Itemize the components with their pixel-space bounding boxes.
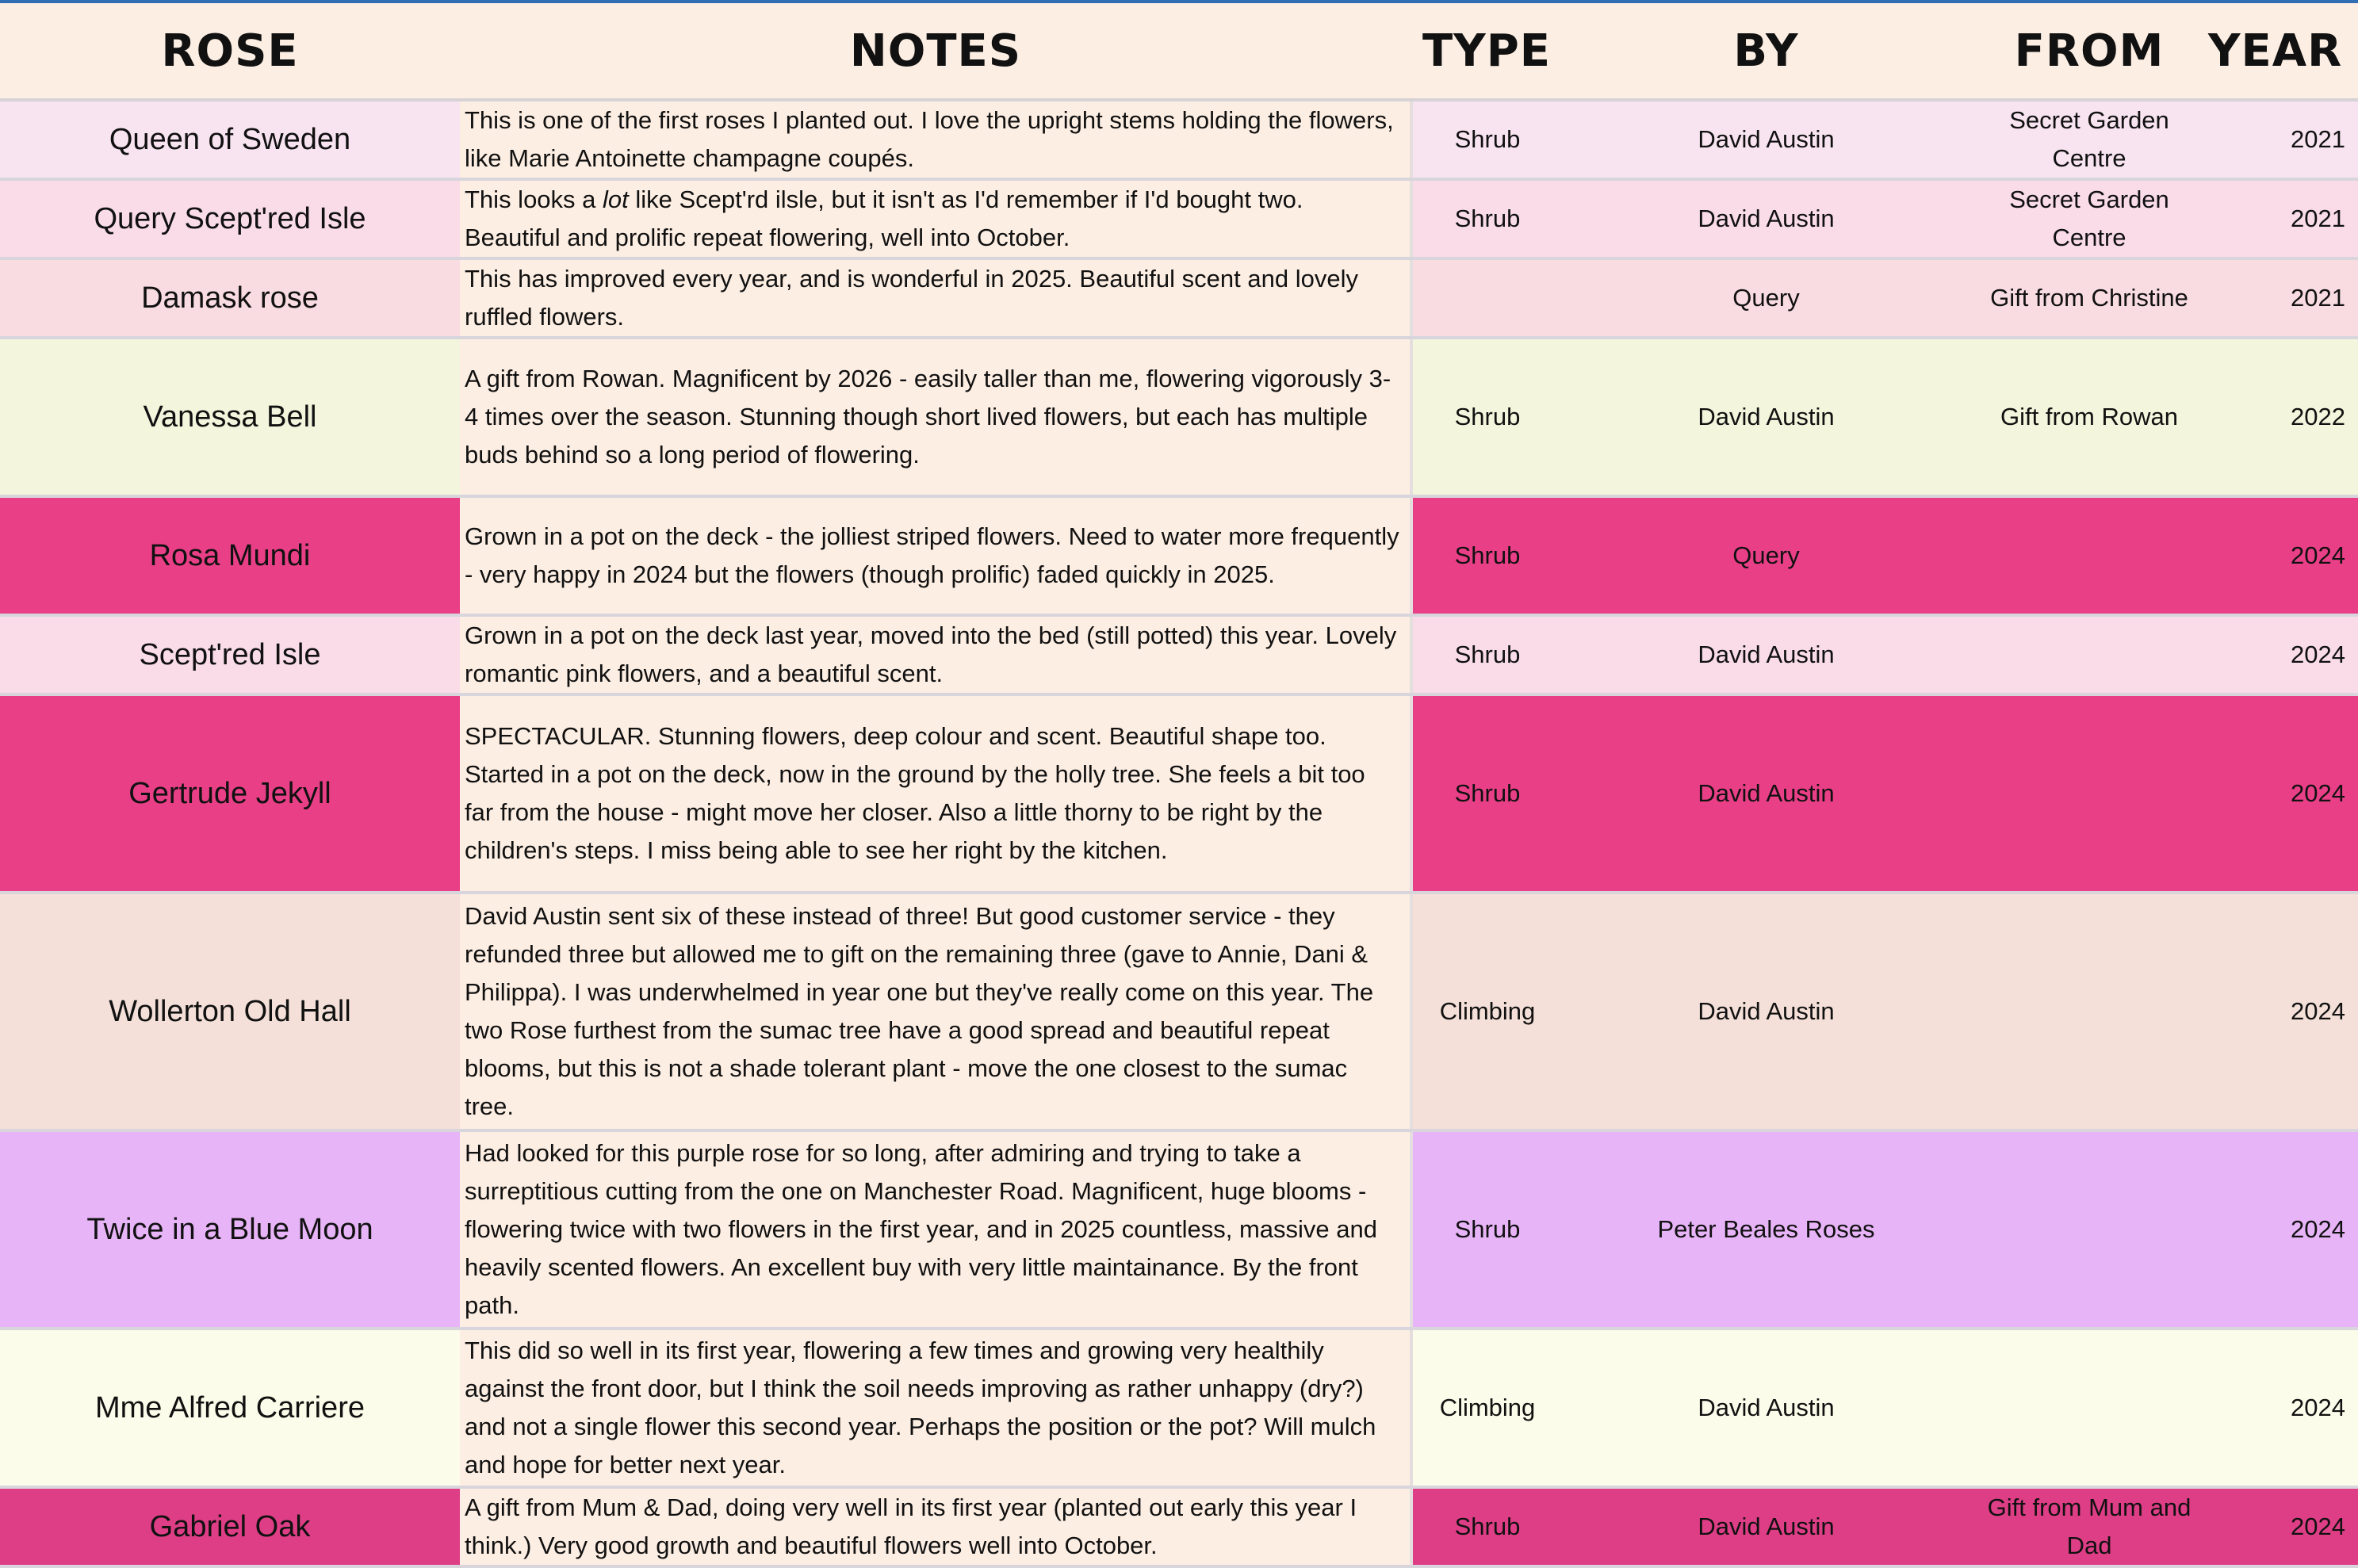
by-cell[interactable]: David Austin	[1562, 893, 1970, 1130]
table-body	[0, 100, 2358, 1566]
rose-name-cell[interactable]: Query Scept'red Isle	[0, 179, 460, 258]
type-cell[interactable]: Shrub	[1411, 100, 1562, 179]
year-cell[interactable]: 2021	[2208, 179, 2358, 258]
from-cell[interactable]: Secret Garden Centre	[1970, 179, 2208, 258]
by-cell[interactable]: David Austin	[1562, 100, 1970, 179]
by-cell[interactable]: David Austin	[1562, 1487, 1970, 1566]
rose-name-cell[interactable]: Rosa Mundi	[0, 496, 460, 615]
type-cell[interactable]: Shrub	[1411, 338, 1562, 496]
table-row	[0, 496, 2358, 615]
from-cell[interactable]: Gift from Rowan	[1970, 338, 2208, 496]
type-cell[interactable]: Shrub	[1411, 179, 1562, 258]
by-cell[interactable]: David Austin	[1562, 1329, 1970, 1487]
notes-cell[interactable]: This did so well in its first year, flowering a few times and growing very healthily against the front door, but I think the soil needs improving as rather unhappy (dry?) and not a single flower this second year. Perhaps the position or the pot? Will mulch and hope for better next year.	[460, 1329, 1411, 1487]
notes-cell[interactable]	[460, 179, 1411, 258]
by-cell[interactable]: David Austin	[1562, 615, 1970, 694]
header-notes[interactable]: NOTES	[460, 3, 1411, 100]
from-cell[interactable]: Gift from Christine	[1970, 258, 2208, 338]
type-cell[interactable]: Shrub	[1411, 615, 1562, 694]
year-cell[interactable]: 2024	[2208, 1329, 2358, 1487]
header-year[interactable]: YEAR	[2208, 3, 2358, 100]
notes-text: like Scept'rd ilsle, but it isn't as I'd remember if I'd bought two. Beautiful and prolific repeat flowering, well into October.	[465, 185, 1303, 251]
table-row	[0, 694, 2358, 893]
by-cell[interactable]: Query	[1562, 496, 1970, 615]
rose-name-cell[interactable]: Wollerton Old Hall	[0, 893, 460, 1130]
from-cell[interactable]	[1970, 1130, 2208, 1329]
table-header	[0, 3, 2358, 100]
year-cell[interactable]: 2022	[2208, 338, 2358, 496]
notes-cell[interactable]: Had looked for this purple rose for so long, after admiring and trying to take a surreptitious cutting from the one on Manchester Road. Magnificent, huge blooms - flowering twice with two flowers in the first year, and in 2025 countless, massive and heavily scented flowers. An excellent buy with very little maintainance. By the front path.	[460, 1130, 1411, 1329]
by-cell[interactable]: Peter Beales Roses	[1562, 1130, 1970, 1329]
type-cell[interactable]: Climbing	[1411, 893, 1562, 1130]
type-cell[interactable]: Shrub	[1411, 694, 1562, 893]
by-cell[interactable]: Query	[1562, 258, 1970, 338]
type-cell[interactable]: Shrub	[1411, 1130, 1562, 1329]
year-cell[interactable]: 2021	[2208, 258, 2358, 338]
notes-cell[interactable]: Grown in a pot on the deck - the jolliest striped flowers. Need to water more frequently - very happy in 2024 but the flowers (though prolific) faded quickly in 2025.	[460, 496, 1411, 615]
from-cell[interactable]	[1970, 1329, 2208, 1487]
notes-cell[interactable]: Grown in a pot on the deck last year, moved into the bed (still potted) this year. Lovely romantic pink flowers, and a beautiful scent.	[460, 615, 1411, 694]
by-cell[interactable]: David Austin	[1562, 179, 1970, 258]
year-cell[interactable]: 2021	[2208, 100, 2358, 179]
header-by[interactable]: BY	[1562, 3, 1970, 100]
notes-text: This looks a	[465, 185, 603, 213]
from-cell[interactable]	[1970, 694, 2208, 893]
type-cell[interactable]: Shrub	[1411, 496, 1562, 615]
rose-name-cell[interactable]: Scept'red Isle	[0, 615, 460, 694]
notes-cell[interactable]: A gift from Rowan. Magnificent by 2026 - easily taller than me, flowering vigorously 3-4 times over the season. Stunning though short lived flowers, but each has multiple buds behind so a long period of flowering.	[460, 338, 1411, 496]
table-row	[0, 179, 2358, 258]
year-cell[interactable]: 2024	[2208, 893, 2358, 1130]
rose-name-cell[interactable]: Vanessa Bell	[0, 338, 460, 496]
from-cell[interactable]	[1970, 893, 2208, 1130]
year-cell[interactable]: 2024	[2208, 694, 2358, 893]
table-row	[0, 893, 2358, 1130]
table-row	[0, 1329, 2358, 1487]
notes-cell[interactable]: A gift from Mum & Dad, doing very well in its first year (planted out early this year I think.) Very good growth and beautiful flowers well into October.	[460, 1487, 1411, 1566]
type-cell[interactable]	[1411, 258, 1562, 338]
by-cell[interactable]: David Austin	[1562, 338, 1970, 496]
type-cell[interactable]: Shrub	[1411, 1487, 1562, 1566]
year-cell[interactable]: 2024	[2208, 615, 2358, 694]
rose-name-cell[interactable]: Gertrude Jekyll	[0, 694, 460, 893]
from-cell[interactable]: Secret Garden Centre	[1970, 100, 2208, 179]
table-row	[0, 1130, 2358, 1329]
rose-name-cell[interactable]: Damask rose	[0, 258, 460, 338]
rose-name-cell[interactable]: Mme Alfred Carriere	[0, 1329, 460, 1487]
type-cell[interactable]: Climbing	[1411, 1329, 1562, 1487]
from-cell[interactable]	[1970, 496, 2208, 615]
header-type[interactable]: TYPE	[1411, 3, 1562, 100]
notes-cell[interactable]: David Austin sent six of these instead of three! But good customer service - they refunded three but allowed me to gift on the remaining three (gave to Annie, Dani & Philippa). I was underwhelmed in year one but they've really come on this year. The two Rose furthest from the sumac tree have a good spread and beautiful repeat blooms, but this is not a shade tolerant plant - move the one closest to the sumac tree.	[460, 893, 1411, 1130]
notes-cell[interactable]: This has improved every year, and is wonderful in 2025. Beautiful scent and lovely ruffled flowers.	[460, 258, 1411, 338]
rose-name-cell[interactable]: Gabriel Oak	[0, 1487, 460, 1566]
year-cell[interactable]: 2024	[2208, 496, 2358, 615]
year-cell[interactable]: 2024	[2208, 1487, 2358, 1566]
header-rose[interactable]: ROSE	[0, 3, 460, 100]
table-row	[0, 100, 2358, 179]
roses-table	[0, 3, 2358, 1568]
table-row	[0, 1487, 2358, 1566]
notes-cell[interactable]: This is one of the first roses I planted out. I love the upright stems holding the flowers, like Marie Antoinette champagne coupés.	[460, 100, 1411, 179]
year-cell[interactable]: 2024	[2208, 1130, 2358, 1329]
notes-emphasis: lot	[603, 185, 629, 213]
notes-cell[interactable]: SPECTACULAR. Stunning flowers, deep colour and scent. Beautiful shape too. Started in a pot on the deck, now in the ground by the holly tree. She feels a bit too far from the house - might move her closer. Also a little thorny to be right by the children's steps. I miss being able to see her right by the kitchen.	[460, 694, 1411, 893]
from-cell[interactable]	[1970, 615, 2208, 694]
from-cell[interactable]: Gift from Mum and Dad	[1970, 1487, 2208, 1566]
rose-name-cell[interactable]: Queen of Sweden	[0, 100, 460, 179]
table-row	[0, 615, 2358, 694]
by-cell[interactable]: David Austin	[1562, 694, 1970, 893]
table-row	[0, 258, 2358, 338]
rose-name-cell[interactable]: Twice in a Blue Moon	[0, 1130, 460, 1329]
table-row	[0, 338, 2358, 496]
header-from[interactable]: FROM	[1970, 3, 2208, 100]
